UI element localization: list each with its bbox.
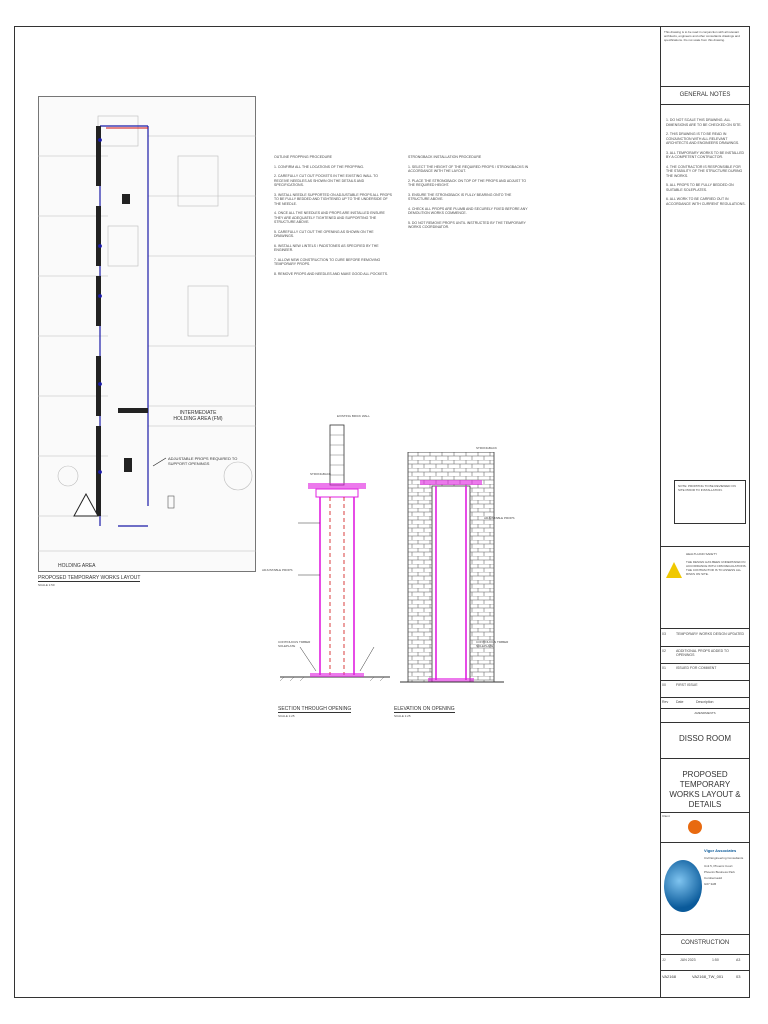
divider [660, 628, 750, 629]
revision-header [660, 698, 750, 709]
company-logo-icon [664, 860, 702, 912]
general-note: 5. ALL PROPS TO BE FULLY BEDDED ON SUITABLE SOLEPLATES. [666, 183, 734, 192]
company-name: Vigor Associates [704, 848, 737, 853]
warning-icon [666, 562, 682, 578]
divider [660, 970, 750, 971]
procedure-left-item: 4. ONCE ALL THE NEEDLES AND PROPS ARE INSTALLED ENSURE THEY ARE ADEQUATELY TIGHTENED AND SUPPORTING THE STRUCTURE ABOVE. [274, 211, 385, 224]
company-line: Civil Engineering Consultants [704, 856, 744, 860]
procedure-left-item: 7. ALLOW NEW CONSTRUCTION TO CURE BEFORE REMOVING TEMPORARY PROPS. [274, 257, 381, 266]
drawing-date: JUN 2023 [680, 958, 696, 962]
procedure-right-item: 2. PLACE THE STRONGBACK ON TOP OF THE PROPS AND ADJUST TO THE REQUIRED HEIGHT. [408, 178, 527, 187]
procedure-right-item: 5. DO NOT REMOVE PROPS UNTIL INSTRUCTED BY THE TEMPORARY WORKS COORDINATOR. [408, 220, 526, 229]
procedure-right-item: 1. SELECT THE HEIGHT OF THE REQUIRED PROPS / STRONGBACKS IN ACCORDANCE WITH THE LAYOUT. [408, 164, 529, 173]
revision-row [660, 664, 750, 681]
project-name: DISSO ROOM [678, 734, 731, 743]
general-note: 4. THE CONTRACTOR IS RESPONSIBLE FOR THE STABILITY OF THE STRUCTURE DURING THE WORKS. [666, 164, 743, 178]
procedure-left-item: 3. INSTALL NEEDLE SUPPORTED ON ADJUSTABLE PROPS ALL PROPS TO BE FULLY BEDDED AND TIGHTENED UP TO THE UNDERSIDE OF THE NEEDLE. [274, 192, 393, 206]
revision-description: ADDITIONAL PROPS ADDED TO OPENINGS [676, 649, 729, 657]
revision-number: 00 [662, 683, 666, 687]
general-note: 2. THIS DRAWING IS TO BE READ IN CONJUNCTION WITH ALL RELEVANT ARCHITECTS AND ENGINEERS DRAWINGS. [666, 132, 740, 145]
procedure-right [408, 155, 530, 235]
procedure-left-item: 1. CONFIRM ALL THE LOCATIONS OF THE PROPPING. [274, 164, 365, 169]
drawing-info-row [660, 956, 750, 968]
section-caption: SECTION THROUGH OPENING [278, 706, 352, 712]
procedure-left [274, 155, 394, 281]
section-scale: SCALE 1:25 [278, 714, 295, 718]
general-note: 3. ALL TEMPORARY WORKS TO BE INSTALLED BY A COMPETENT CONTRACTOR. [666, 150, 745, 159]
general-note: 1. DO NOT SCALE THIS DRAWING. ALL DIMENSIONS ARE TO BE CHECKED ON SITE. [666, 118, 742, 127]
elevation-detail [400, 452, 504, 692]
revision-header-rev: Rev [662, 700, 669, 704]
drawing-number-row [660, 972, 750, 994]
elevation-label-soleplate: CONTINUOUS TIMBER SOLEPLATE [476, 640, 509, 648]
drawing-title: PROPOSED TEMPORARY WORKS LAYOUT & DETAILS [669, 770, 741, 809]
section-label-props: ADJUSTABLE PROPS [262, 568, 293, 572]
section-label-strongback: STRONGBACK [310, 472, 332, 476]
company-line: Cumbernauld [704, 876, 723, 880]
revision-number: 02 [662, 649, 666, 653]
revision-header-desc: Description [696, 700, 714, 704]
amendments-label: AMENDMENTS [694, 711, 716, 715]
procedure-right-item: 4. CHECK ALL PROPS ARE PLUMB AND SECURELY FIXED BEFORE ANY DEMOLITION WORKS COMMENCE. [408, 206, 528, 215]
procedure-right-title: STRONGBACK INSTALLATION PROCEDURE [408, 155, 482, 159]
company-line: Unit 5, Phoenix Court [704, 864, 733, 868]
revisions-table [660, 630, 750, 715]
general-note: 6. ALL WORK TO BE CARRIED OUT IN ACCORDANCE WITH CURRENT REGULATIONS. [666, 197, 746, 206]
divider [660, 104, 750, 105]
client-label: Client [662, 814, 670, 818]
revision-number: 03 [662, 632, 666, 636]
procedure-left-item: 2. CAREFULLY CUT OUT POCKETS IN THE EXISTING WALL TO RECEIVE NEEDLES AS SHOWN ON THE DETAILS AND SPECIFICATIONS. [274, 174, 378, 187]
revision-row [660, 681, 750, 698]
divider [660, 722, 750, 723]
procedure-left-title: OUTLINE PROPPING PROCEDURE [274, 155, 332, 159]
revision-row [660, 630, 750, 647]
revision-number: 01 [662, 666, 666, 670]
note-box [674, 480, 746, 524]
divider [660, 758, 750, 759]
plan-label-intermediate: INTERMEDIATE HOLDING AREA (FM) [173, 410, 223, 422]
general-notes-list [666, 118, 746, 211]
revision-description: TEMPORARY WORKS DESIGN UPDATED [676, 632, 745, 636]
section-label-soleplate: CONTINUOUS TIMBER SOLEPLATE [278, 640, 311, 648]
revision-description: ISSUED FOR COMMENT [676, 666, 717, 670]
elevation-label-strongback: STRONGBACK [476, 446, 498, 450]
elevation-scale: SCALE 1:25 [394, 714, 411, 718]
drawing-number: VA2168_TW_001 [692, 974, 724, 979]
plan-callout: ADJUSTABLE PROPS REQUIRED TO SUPPORT OPENINGS [168, 456, 238, 466]
divider [660, 812, 750, 813]
elevation-label-props: ADJUSTABLE PROPS [484, 516, 515, 520]
hs-text: THE DESIGN HAS BEEN UNDERTAKEN IN ACCORDANCE WITH CDM REGULATIONS. THE CONTRACTOR IS TO ASSESS ALL RISKS ON SITE. [686, 560, 747, 576]
drawn-by: JJ [662, 958, 666, 962]
general-notes-title: GENERAL NOTES [679, 92, 731, 98]
revision-row [660, 647, 750, 664]
elevation-caption: ELEVATION ON OPENING [394, 706, 455, 712]
drawing-scale: 1:50 [712, 958, 719, 962]
divider [660, 934, 750, 935]
hs-title: HEALTH AND SAFETY [686, 552, 718, 556]
procedure-left-item: 5. CAREFULLY CUT OUT THE OPENING AS SHOWN ON THE DRAWINGS. [274, 229, 374, 238]
divider [660, 954, 750, 955]
note-box-text: NOTE: PROPPING TO BE REVIEWED ON SITE PRIOR TO INSTALLATION. [678, 484, 736, 492]
procedure-left-item: 8. REMOVE PROPS AND NEEDLES AND MAKE GOOD ALL POCKETS. [274, 271, 389, 276]
section-label-wall: EXISTING BRICK WALL [337, 414, 370, 418]
client-logo-icon [688, 820, 702, 834]
plan-label-holding: HOLDING AREA [58, 563, 96, 569]
procedure-right-item: 3. ENSURE THE STRONGBACK IS FULLY BEARING ONTO THE STRUCTURE ABOVE. [408, 192, 512, 201]
procedure-left-item: 6. INSTALL NEW LINTELS / PADSTONES AS SPECIFIED BY THE ENGINEER. [274, 243, 379, 252]
floor-plan [38, 96, 256, 572]
title-block-top-notes: This drawing is to be read in conjunction with all relevant architects, engineers and other consultants drawings and specifications. Do not scale from this drawing. [664, 30, 740, 42]
divider [660, 86, 750, 87]
status-label: CONSTRUCTION [680, 940, 730, 946]
plan-scale: SCALE 1:50 [38, 583, 55, 587]
divider [660, 546, 750, 547]
job-number: VA2168 [662, 974, 676, 979]
company-line: Phoenix Business Park [704, 870, 735, 874]
sheet-size: A3 [736, 958, 741, 962]
plan-caption: PROPOSED TEMPORARY WORKS LAYOUT [38, 575, 141, 581]
divider [660, 842, 750, 843]
revision-description: FIRST ISSUE [676, 683, 698, 687]
revision-header-date: Date [676, 700, 684, 704]
drawing-revision: 03 [736, 974, 741, 979]
company-line: G67 3AB [704, 882, 717, 886]
